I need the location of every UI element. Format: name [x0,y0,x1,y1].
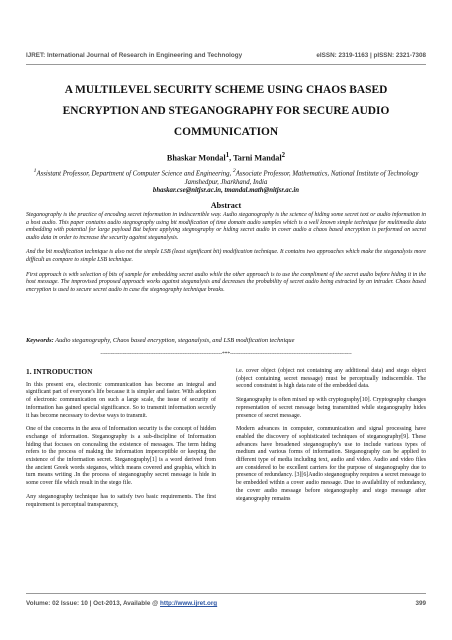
footer-divider [26,593,426,594]
body-paragraph: Steganography is often mixed up with cryptography[10]. Cryptography changes representation of secret message being transmitted while steganography hides presence of secret message. [236,397,426,419]
section-separator: -----------------------------------------------------------------------***----------------------------------------------------------------------- [100,351,352,357]
abstract-paragraph: First approach is with selection of bits of sample for embedding secret audio while the other approach is to use the compliment of the secret audio before hiding it in the host message. The improvised proposed approach works against steganalysis and decreases the probability of secret audio being extracted by an intruder. Chaos based encryption is used to secure secret audio in case the stegnography technique breaks. [26,271,426,293]
keywords-text: Audio steganography, Chaos based encryption, steganalysis, and LSB modification technique [53,337,295,344]
footer-volume [26,600,217,607]
right-column [236,368,426,509]
header-divider [26,64,426,65]
journal-link[interactable]: http://www.ijret.org [160,600,218,607]
author-sup: 2 [281,152,286,159]
author-line: Bhaskar Mondal$^1$, Tarni Mandal$^2$ [166,152,286,163]
paper-title: A MULTILEVEL SECURITY SCHEME USING CHAOS BASED ENCRYPTION AND STEGANOGRAPHY FOR SECURE AUDIO COMMUNICATION [62,84,390,138]
affil-sup: 2 [232,168,236,174]
author-sup: 1 [225,152,230,159]
journal-header [26,52,426,59]
affil-sup: 1 [33,168,37,174]
body-paragraph: One of the concerns in the area of Information security is the concept of hidden exchange of information. Steganography is a sub-discipline of Information hiding that focuses on concealing the existence of messages. The term hiding refers to the process of making the information imperceptible or keeping the existence of the information secret. Steganography[1] is a word derived from the ancient Greek words steganos, which means covered and graphia, which in turn means writing .In the process of steganography secret message is hide in some cover file which result in the stego file. [26,426,216,487]
abstract-body [26,212,426,301]
body-paragraph: Any steganography technique has to satisfy two basic requirements. The first requirement is perceptual transparency, [26,493,216,508]
abstract-paragraph: Steganography is the practice of encoding secret information in indiscernible way. Audio steganography is the science of hiding some secret text or audio information in a host audio. This paper contains audio stegnography using bit modification of time domain audio samples which is a well known simple technique for multimedia data embedding with potential for large payload But before applying stegnography or hiding secret audio in cover audio a chaos based encryption is performed on secret audio data in order to increase the security against steganalysis. [26,212,426,241]
affil-text: Assistant Professor, Department of Computer Science and Engineering, [36,170,233,178]
abstract-heading: Abstract [210,201,242,210]
journal-name: IJRET: International Journal of Research in Engineering and Technology [26,52,243,59]
body-paragraph: i.e. cover object (object not containing any additional data) and stego object (object containing secret message) must be perceptually indiscernible. The second constraint is high data rate of the embedded data. [236,368,426,390]
page-number: 399 [415,600,426,607]
body-paragraph: Modern advances in computer, communication and signal processing have enabled the discovery of sophisticated techniques of steganography[9]. These advances have broadened steganography's use to include various types of medium and various forms of information. Steganography can be applied to different type of media including text, audio and video. Audio and video files are considered to be excellent carriers for the purpose of steganography due to presence of redundancy. [3][6]Audio steganography requires a secret message to be embedded within a cover audio message. Due to availability of redundancy, the cover audio message before steganography and stego message after steganography remains [236,426,427,502]
author-emails: bhaskar.cse@nitjsr.ac.in, tmandal.math@nitjsr.ac.in [152,187,300,195]
left-column [26,368,216,515]
issn-numbers: eISSN: 2319-1163 | pISSN: 2321-7308 [316,52,426,59]
body-paragraph: In this present era, electronic communication has become an integral and significant part of everyone's life because it is simpler and faster. With adoption of electronic communication on such a large scale, the issue of security of information has gained special significance. So to transmit information secretly it has become necessary to devise ways to transmit. [26,381,216,419]
keywords-line [26,337,426,344]
page-footer [26,600,426,607]
affil-text: Associate Professor, Mathematics, National Institute of Technology Jamshedpur, Jharkhand, India [184,170,419,186]
section-heading: 1. INTRODUCTION [26,367,93,376]
abstract-paragraph: And the bit modification technique is also not the simple LSB (least significant bit) modification technique. It contains two approaches which make the steganalysis more difficult as compare to simple LSB technique. [26,249,426,263]
affiliation [30,167,422,196]
footer-volume-text: Volume: 02 Issue: 10 | Oct-2013, Available @ [26,600,161,607]
author-name: Tarni Mandal [233,153,282,163]
keywords-label: Keywords: [26,337,54,344]
author-name: Bhaskar Mondal [166,153,226,163]
